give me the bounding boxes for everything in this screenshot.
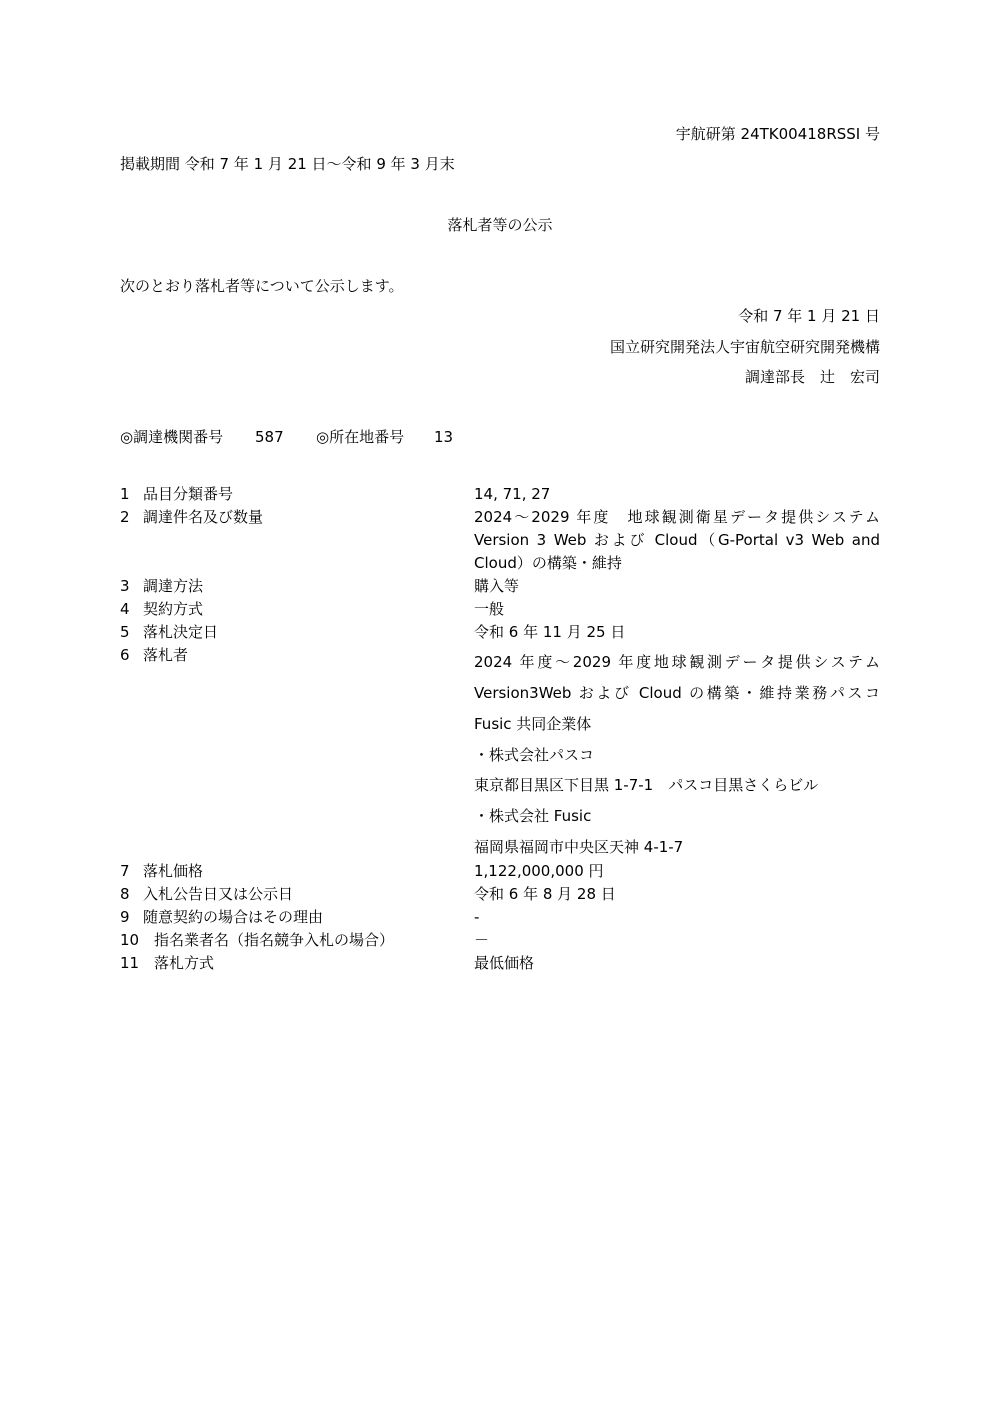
item-label: 調達方法 bbox=[143, 577, 204, 595]
item-label: 品目分類番号 bbox=[143, 485, 234, 503]
item-value: Fusic 共同企業体 bbox=[474, 715, 592, 733]
item-value: 1,122,000,000 円 bbox=[474, 862, 604, 880]
item-number: 7 bbox=[120, 862, 130, 880]
item-value: ・株式会社パスコ bbox=[474, 746, 595, 764]
item-value: 令和 6 年 11 月 25 日 bbox=[474, 623, 626, 641]
item-label: 契約方式 bbox=[143, 600, 204, 618]
item-value: － bbox=[474, 931, 490, 949]
item-number: 10 bbox=[120, 931, 140, 949]
item-label: 指名業者名（指名競争入札の場合） bbox=[154, 931, 395, 949]
item-value: 購入等 bbox=[474, 577, 520, 595]
location-code-label: ◎所在地番号 bbox=[316, 428, 405, 446]
item-value: Version 3 Web および Cloud（G-Portal v3 Web and bbox=[474, 531, 880, 549]
location-code-value: 13 bbox=[434, 428, 454, 446]
item-number: 1 bbox=[120, 485, 130, 503]
item-value: 東京都目黒区下目黒 1-7-1 パスコ目黒さくらビル bbox=[474, 776, 819, 794]
intro-text: 次のとおり落札者等について公示します。 bbox=[120, 277, 404, 295]
item-value: - bbox=[474, 908, 480, 926]
item-label: 入札公告日又は公示日 bbox=[143, 885, 294, 903]
item-label: 落札方式 bbox=[154, 954, 215, 972]
item-value: ・株式会社 Fusic bbox=[474, 807, 592, 825]
item-value: 令和 6 年 8 月 28 日 bbox=[474, 885, 616, 903]
item-number: 4 bbox=[120, 600, 130, 618]
item-value: 一般 bbox=[474, 600, 505, 618]
item-number: 6 bbox=[120, 646, 130, 664]
item-number: 5 bbox=[120, 623, 130, 641]
item-value: 最低価格 bbox=[474, 954, 535, 972]
issuer-organization: 国立研究開発法人宇宙航空研究開発機構 bbox=[609, 338, 880, 356]
agency-code-label: ◎調達機関番号 bbox=[120, 428, 224, 446]
page-title: 落札者等の公示 bbox=[447, 216, 553, 234]
item-label: 落札価格 bbox=[143, 862, 204, 880]
issuer-person: 調達部長 辻 宏司 bbox=[744, 368, 880, 386]
item-number: 8 bbox=[120, 885, 130, 903]
agency-code-value: 587 bbox=[255, 428, 284, 446]
item-label: 落札者 bbox=[143, 646, 189, 664]
item-value: 14, 71, 27 bbox=[474, 485, 551, 503]
item-number: 2 bbox=[120, 508, 130, 526]
item-value: 2024 年度～2029 年度地球観測データ提供システム bbox=[474, 653, 880, 671]
item-value: Version3Web および Cloud の構築・維持業務パスコ bbox=[474, 684, 880, 702]
item-value: 福岡県福岡市中央区天神 4-1-7 bbox=[474, 838, 684, 856]
item-label: 落札決定日 bbox=[143, 623, 219, 641]
item-value: 2024～2029 年度 地球観測衛星データ提供システム bbox=[474, 508, 880, 526]
item-label: 随意契約の場合はその理由 bbox=[143, 908, 324, 926]
item-label: 調達件名及び数量 bbox=[143, 508, 264, 526]
issue-date: 令和 7 年 1 月 21 日 bbox=[738, 307, 880, 325]
item-number: 3 bbox=[120, 577, 130, 595]
document-number: 宇航研第 24TK00418RSSI 号 bbox=[675, 125, 880, 143]
posting-period: 掲載期間 令和 7 年 1 月 21 日～令和 9 年 3 月末 bbox=[120, 155, 455, 173]
item-number: 11 bbox=[120, 954, 140, 972]
item-number: 9 bbox=[120, 908, 130, 926]
item-value: Cloud）の構築・維持 bbox=[474, 554, 622, 572]
